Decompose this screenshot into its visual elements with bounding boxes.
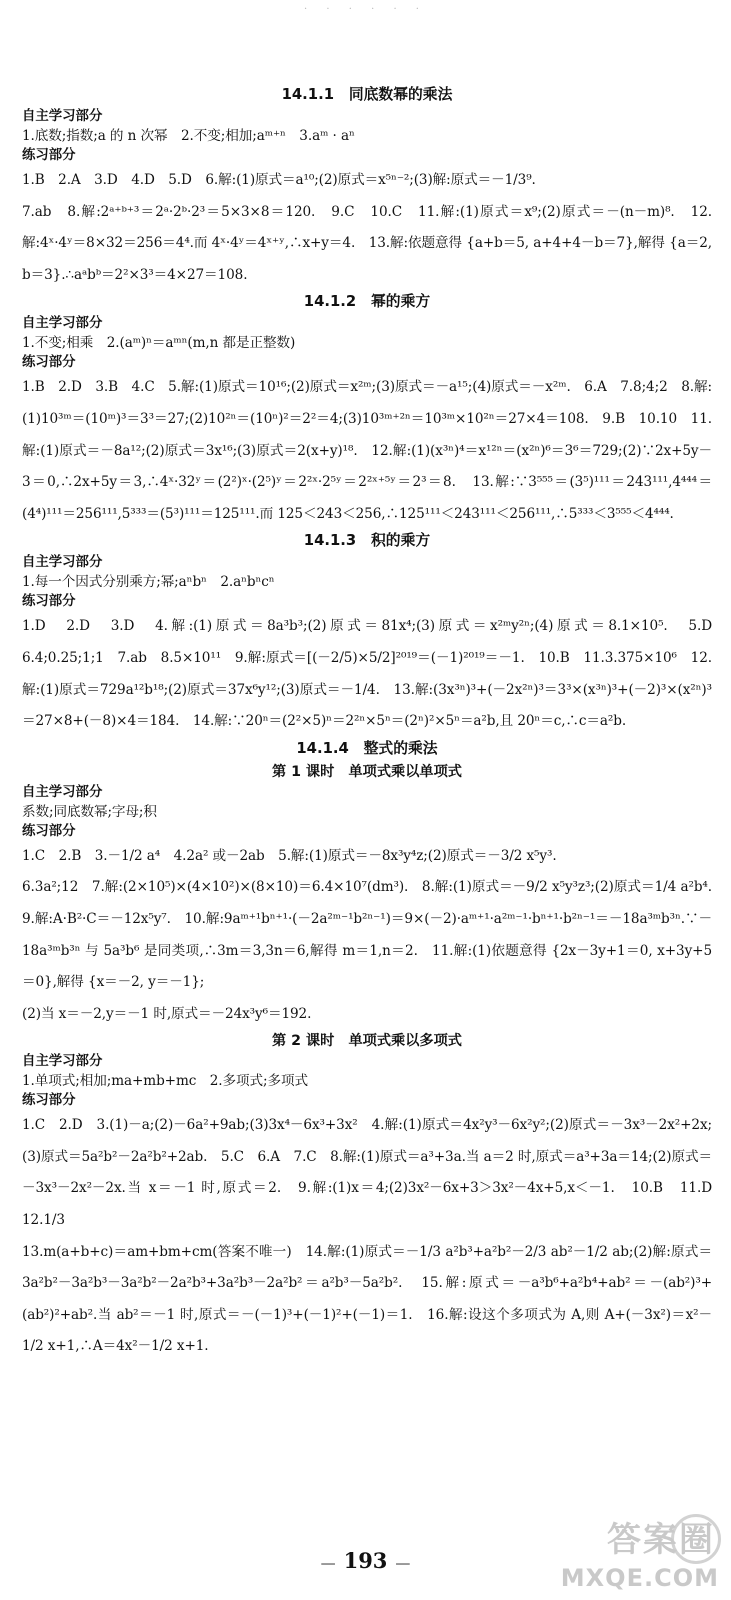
section-title-14-1-2: 14.1.2 幂的乘方 [303, 293, 431, 311]
section-title-14-1-3: 14.1.3 积的乘方 [303, 532, 431, 550]
top-scan-marks: · · · · · · [304, 4, 427, 15]
watermark-url: MXQE.COM [560, 1564, 719, 1592]
practice-answers: 1.D 2.D 3.D 4.解:(1)原式＝8a³b³;(2)原式＝81x⁴;(3)原式＝x²ᵐy²ⁿ;(4)原式＝8.1×10⁵. 5.D 6.4;0.25;1;1 7.ab 8.5×10¹¹ 9.解:原式＝[(－2/5)×5/2]²⁰¹⁹＝(－1)²⁰¹⁹＝－1. 10.B 11.3.375×10⁶ 12.解:(1)原式＝729a¹²b¹⁸;(2)原式＝37x⁶y¹²;(3)原式＝－1/4. 13.解:(3x³ⁿ)³+(－2x²ⁿ)³＝3³×(x³ⁿ)³+(－2)³×(x²ⁿ)³＝27×8+(－8)×4＝184. 14.解:∵20ⁿ＝(2²×5)ⁿ＝2²ⁿ×5ⁿ＝(2ⁿ)²×5ⁿ＝a²b,且 20ⁿ＝c,∴c＝a²b. [22, 618, 726, 730]
self-study-heading: 自主学习部分 [22, 109, 103, 124]
self-study-answers: 系数;同底数幂;字母;积 [22, 803, 157, 820]
self-study-heading: 自主学习部分 [22, 1054, 103, 1070]
self-study-answers: 1.不变;相乘 2.(aᵐ)ⁿ＝aᵐⁿ(m,n 都是正整数) [22, 335, 296, 352]
practice-heading: 练习部分 [22, 148, 76, 163]
section-title-14-1-1: 14.1.1 同底数幂的乘法 [281, 86, 453, 103]
practice-heading: 练习部分 [22, 823, 76, 839]
section-title-14-1-4: 14.1.4 整式的乘法 [296, 739, 438, 757]
self-study-heading: 自主学习部分 [22, 555, 103, 571]
page-number-dash-left: — [320, 1554, 336, 1572]
practice-answers: 1.B 2.A 3.D 4.D 5.D 6.解:(1)原式＝a¹⁰;(2)原式＝x⁵ⁿ⁻²;(3)解:原式＝－1/3⁹. 7.ab 8.解:2ᵃ⁺ᵇ⁺³＝2ᵃ·2ᵇ·2³＝5×3×8＝120. 9.C 10.C 11.解:(1)原式＝x⁹;(2)原式＝－(n－m)⁸. 12.解:4ˣ·4ʸ＝8×32＝256＝4⁴.而 4ˣ·4ʸ＝4ˣ⁺ʸ,∴x+y＝4. 13.解:依题意得 {a+b＝5, a+4+4－b＝7},解得 {a＝2, b＝3}.∴aᵃbᵇ＝2²×3³＝4×27＝108. [22, 172, 712, 283]
practice-heading: 练习部分 [22, 1093, 76, 1109]
self-study-answers: 1.底数;指数;a 的 n 次幂 2.不变;相加;aᵐ⁺ⁿ 3.aᵐ · aⁿ [22, 128, 355, 144]
self-study-answers: 1.单项式;相加;ma+mb+mc 2.多项式;多项式 [22, 1073, 308, 1090]
practice-answers: 1.C 2.D 3.(1)－a;(2)－6a²+9ab;(3)3x⁴－6x³+3x² 4.解:(1)原式＝4x²y³－6x²y²;(2)原式＝－3x³－2x²+2x;(3)原式＝5a²b²－2a²b²+2ab. 5.C 6.A 7.C 8.解:(1)原式＝a³+3a.当 a＝2 时,原式＝a³+3a＝14;(2)原式＝－3x³－2x²－2x.当 x＝－1 时,原式＝2. 9.解:(1)x＝4;(2)3x²－6x+3＞3x²－4x+5,x＜－1. 10.B 11.D 12.1/3 13.m(a+b+c)＝am+bm+cm(答案不唯一) 14.解:(1)原式＝－1/3 a²b³+a²b²－2/3 ab²－1/2 ab;(2)解:原式＝3a²b²－3a²b³－3a²b²－2a²b³+3a²b³－2a²b²＝a²b³－5a²b². 15.解:原式＝－a³b⁶+a²b⁴+ab²＝－(ab²)³+(ab²)²+ab².当 ab²＝－1 时,原式＝－(－1)³+(－1)²+(－1)＝1. 16.解:设这个多项式为 A,则 A+(－3x²)＝x²－1/2 x+1,∴A＝4x²－1/2 x+1. [22, 1117, 712, 1355]
site-watermark [560, 1512, 723, 1594]
practice-answers: 1.B 2.D 3.B 4.C 5.解:(1)原式＝10¹⁶;(2)原式＝x²ᵐ;(3)原式＝－a¹⁵;(4)原式＝－x²ᵐ. 6.A 7.8;4;2 8.解:(1)10³ᵐ＝(10ᵐ)³＝3³＝27;(2)10²ⁿ＝(10ⁿ)²＝2²＝4;(3)10³ᵐ⁺²ⁿ＝10³ᵐ×10²ⁿ＝27×4＝108. 9.B 10.10 11.解:(1)原式＝－8a¹²;(2)原式＝3x¹⁶;(3)原式＝2(x+y)¹⁸. 12.解:(1)(x³ⁿ)⁴＝x¹²ⁿ＝(x²ⁿ)⁶＝3⁶＝729;(2)∵2x+5y－3＝0,∴2x+5y＝3,∴4ˣ·32ʸ＝(2²)ˣ·(2⁵)ʸ＝2²ˣ·2⁵ʸ＝2²ˣ⁺⁵ʸ＝2³＝8. 13.解:∵3⁵⁵⁵＝(3⁵)¹¹¹＝243¹¹¹,4⁴⁴⁴＝(4⁴)¹¹¹＝256¹¹¹,5³³³＝(5³)¹¹¹＝125¹¹¹.而 125＜243＜256,∴125¹¹¹＜243¹¹¹＜256¹¹¹,∴5³³³＜3⁵⁵⁵＜4⁴⁴⁴. [22, 379, 712, 522]
page-number-dash-right: — [395, 1554, 411, 1572]
self-study-heading: 自主学习部分 [22, 316, 103, 332]
practice-answers: 1.C 2.B 3.－1/2 a⁴ 4.2a² 或－2ab 5.解:(1)原式＝－8x³y⁴z;(2)原式＝－3/2 x⁵y³. 6.3a²;12 7.解:(2×10⁵)×(4×10²)×(8×10)＝6.4×10⁷(dm³). 8.解:(1)原式＝－9/2 x⁵y³z³;(2)原式＝1/4 a²b⁴. 9.解:A·B²·C＝－12x⁵y⁷. 10.解:9aᵐ⁺¹bⁿ⁺¹·(－2a²ᵐ⁻¹b²ⁿ⁻¹)＝9×(－2)·aᵐ⁺¹·a²ᵐ⁻¹·bⁿ⁺¹·b²ⁿ⁻¹＝－18a³ᵐb³ⁿ.∵－18a³ᵐb³ⁿ 与 5a³b⁶ 是同类项,∴3m＝3,3n＝6,解得 m＝1,n＝2. 11.解:(1)依题意得 {2x－3y+1＝0, x+3y+5＝0},解得 {x＝－2, y＝－1}; (2)当 x＝－2,y＝－1 时,原式＝－24x³y⁶＝192. [22, 847, 712, 1022]
lesson-title-1: 第 1 课时 单项式乘以单项式 [271, 763, 462, 780]
answer-content [22, 84, 726, 1363]
watermark-glyphs: 答案圈 [607, 1520, 715, 1560]
self-study-answers: 1.每一个因式分别乘方;幂;aⁿbⁿ 2.aⁿbⁿcⁿ [22, 574, 275, 591]
practice-heading: 练习部分 [22, 594, 76, 610]
practice-heading: 练习部分 [22, 355, 76, 371]
self-study-heading: 自主学习部分 [22, 784, 103, 800]
lesson-title-2: 第 2 课时 单项式乘以多项式 [271, 1033, 462, 1050]
page-number-value: 193 [343, 1548, 388, 1573]
